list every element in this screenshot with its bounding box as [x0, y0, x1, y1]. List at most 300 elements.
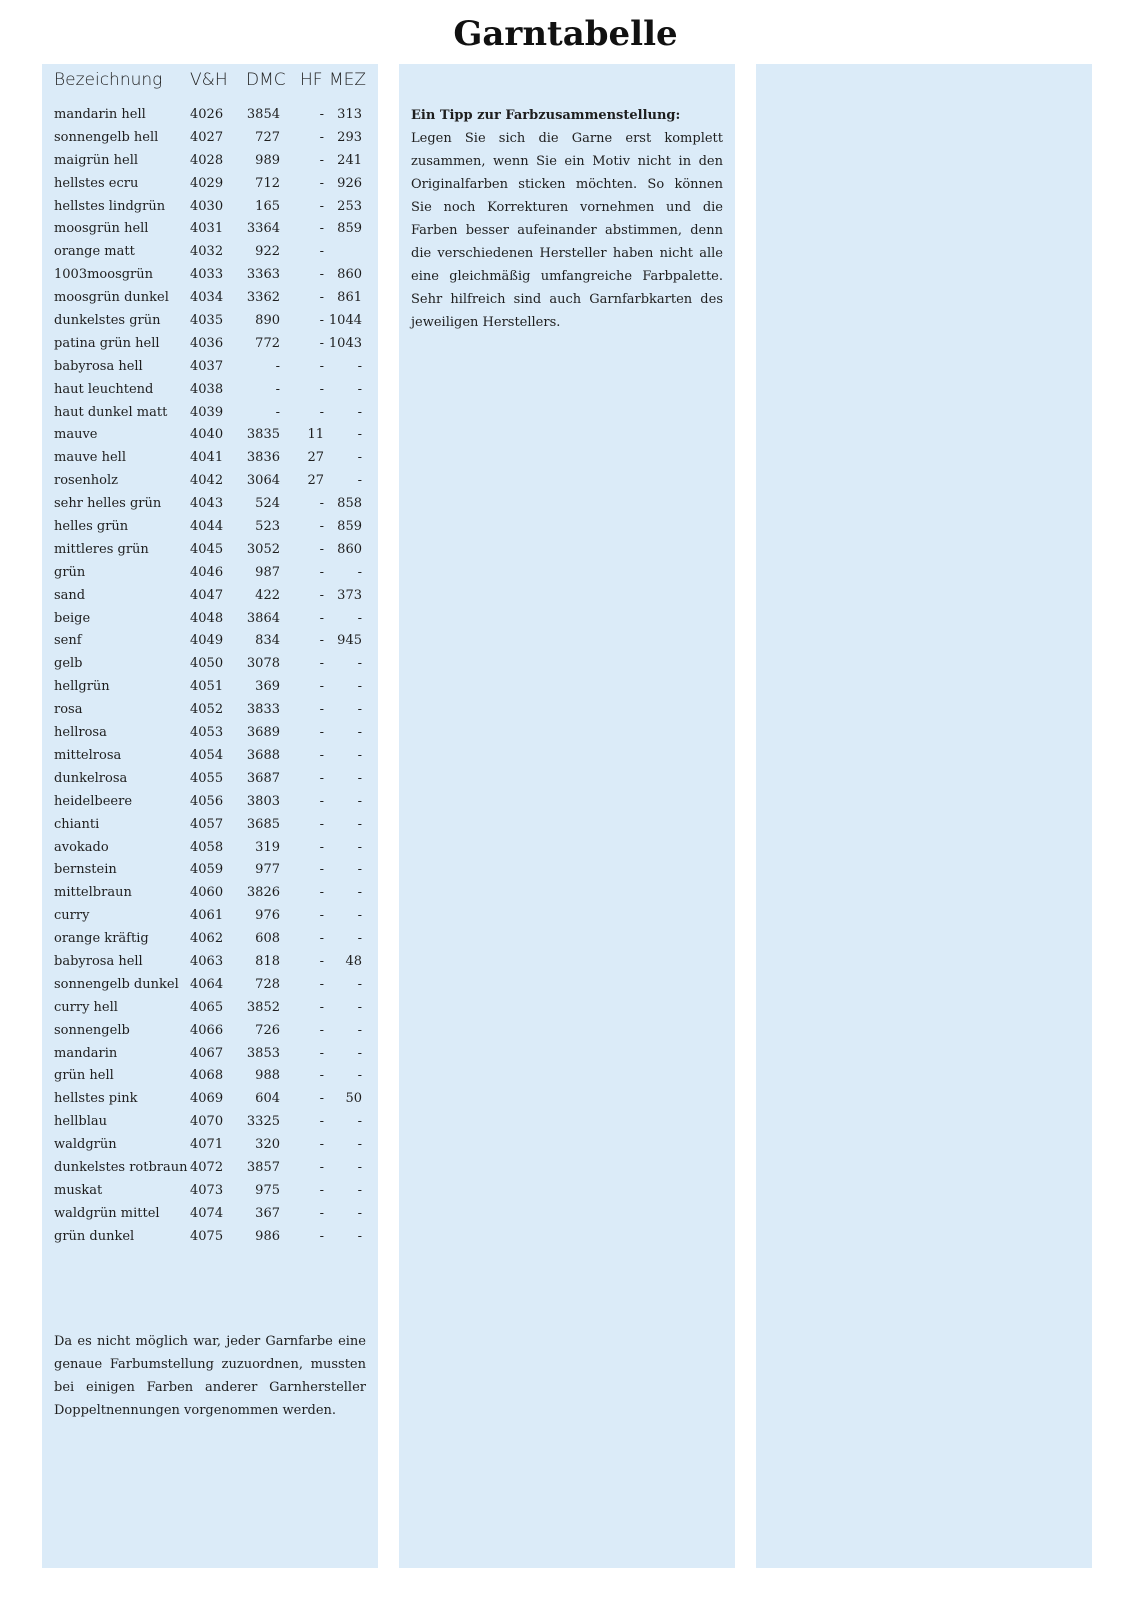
table-row — [54, 402, 366, 425]
cell-hf: - — [319, 793, 324, 809]
cell-vh: 4061 — [190, 908, 224, 924]
cell-hf: - — [319, 221, 324, 237]
cell-name: sonnengelb dunkel — [54, 976, 179, 992]
cell-dmc: 3064 — [246, 473, 280, 489]
cell-vh: 4050 — [190, 656, 224, 672]
cell-hf: - — [319, 267, 324, 283]
cell-mez: - — [357, 725, 362, 741]
cell-mez: 293 — [337, 129, 362, 145]
table-row — [54, 562, 366, 585]
cell-hf: - — [319, 885, 324, 901]
cell-name: hellrosa — [54, 725, 107, 741]
cell-mez: - — [357, 976, 362, 992]
cell-dmc: 834 — [255, 633, 280, 649]
cell-vh: 4041 — [190, 450, 224, 466]
cell-mez: - — [357, 610, 362, 626]
cell-hf: - — [319, 1045, 324, 1061]
cell-dmc: 604 — [255, 1091, 280, 1107]
cell-dmc: 422 — [255, 587, 280, 603]
cell-hf: - — [319, 129, 324, 145]
cell-dmc: 3854 — [246, 107, 280, 122]
tip-box — [411, 104, 723, 334]
cell-mez: - — [357, 747, 362, 763]
cell-name: dunkelrosa — [54, 770, 128, 786]
table-row — [54, 356, 366, 379]
table-row — [54, 1180, 366, 1203]
cell-dmc: 3078 — [246, 656, 280, 672]
table-row — [54, 653, 366, 676]
table-row — [54, 745, 366, 768]
cell-hf: 27 — [307, 450, 324, 466]
cell-name: maigrün hell — [54, 152, 139, 168]
cell-hf: - — [319, 725, 324, 741]
cell-vh: 4029 — [190, 175, 224, 191]
cell-hf: - — [319, 656, 324, 672]
cell-dmc: 772 — [255, 335, 280, 351]
cell-name: waldgrün mittel — [54, 1205, 160, 1221]
table-row — [54, 1134, 366, 1157]
table-row — [54, 104, 366, 127]
cell-dmc: 922 — [255, 244, 280, 260]
cell-hf: - — [319, 1091, 324, 1107]
cell-name: hellstes lindgrün — [54, 198, 166, 214]
cell-dmc: 976 — [255, 908, 280, 924]
cell-hf: - — [319, 931, 324, 947]
header-name: Bezeichnung — [54, 70, 163, 90]
table-row — [54, 1226, 366, 1249]
cell-vh: 4033 — [190, 267, 224, 283]
cell-dmc: 3836 — [246, 450, 280, 466]
cell-dmc: 369 — [255, 679, 280, 695]
cell-hf: - — [319, 702, 324, 718]
cell-vh: 4037 — [190, 358, 224, 374]
cell-mez: - — [357, 381, 362, 397]
cell-hf: - — [319, 313, 324, 329]
cell-name: mauve hell — [54, 450, 127, 466]
table-row — [54, 1088, 366, 1111]
cell-name: curry — [54, 908, 90, 924]
cell-dmc: 3852 — [246, 999, 280, 1015]
cell-hf: - — [319, 976, 324, 992]
cell-name: haut leuchtend — [54, 381, 154, 397]
cell-mez: - — [357, 450, 362, 466]
cell-vh: 4064 — [190, 976, 224, 992]
cell-name: moosgrün hell — [54, 221, 149, 237]
cell-name: rosenholz — [54, 473, 118, 489]
table-row — [54, 264, 366, 287]
cell-name: patina grün hell — [54, 335, 160, 351]
cell-hf: 11 — [307, 427, 324, 443]
cell-mez: - — [357, 885, 362, 901]
cell-vh: 4047 — [190, 587, 224, 603]
cell-hf: - — [319, 770, 324, 786]
table-row — [54, 310, 366, 333]
cell-vh: 4062 — [190, 931, 224, 947]
cell-dmc: 367 — [255, 1205, 280, 1221]
cell-name: mandarin — [54, 1045, 118, 1061]
cell-dmc: 524 — [255, 496, 280, 512]
cell-mez: - — [357, 908, 362, 924]
cell-name: waldgrün — [54, 1137, 117, 1153]
table-row — [54, 333, 366, 356]
cell-mez: 860 — [337, 541, 362, 557]
cell-dmc: 975 — [255, 1182, 280, 1198]
cell-mez: 861 — [337, 290, 362, 306]
table-row — [54, 1065, 366, 1088]
cell-name: 1003moosgrün — [54, 267, 154, 283]
cell-name: dunkelstes rotbraun — [54, 1159, 188, 1175]
cell-mez: - — [357, 1022, 362, 1038]
cell-name: muskat — [54, 1182, 103, 1198]
cell-vh: 4075 — [190, 1228, 224, 1244]
cell-mez: - — [357, 862, 362, 878]
cell-dmc: 3803 — [246, 793, 280, 809]
cell-vh: 4070 — [190, 1114, 224, 1130]
cell-dmc: 988 — [255, 1068, 280, 1084]
cell-mez: - — [357, 656, 362, 672]
cell-hf: - — [319, 610, 324, 626]
cell-mez: - — [357, 1114, 362, 1130]
tip-body: Legen Sie sich die Garne erst komplett zusammen, wenn Sie ein Motiv nicht in den Originalfarben sticken möchten. So können Sie noch Korrekturen vornehmen und die Farben besser aufeinander abstimmen, denn die verschiedenen Hersteller haben nicht alle eine gleichmäßig umfangreiche Farbpalette. Sehr hilfreich sind auch Garnfarbkarten des jeweiligen Herstellers. — [411, 131, 723, 330]
cell-name: mittelbraun — [54, 885, 132, 901]
tip-panel — [399, 64, 735, 1568]
cell-mez: - — [357, 1182, 362, 1198]
table-row — [54, 585, 366, 608]
cell-vh: 4056 — [190, 793, 224, 809]
cell-vh: 4059 — [190, 862, 224, 878]
table-row — [54, 1157, 366, 1180]
cell-hf: - — [319, 541, 324, 557]
cell-vh: 4068 — [190, 1068, 224, 1084]
cell-name: grün — [54, 564, 86, 580]
cell-hf: 27 — [307, 473, 324, 489]
cell-hf: - — [319, 633, 324, 649]
cell-mez: - — [357, 839, 362, 855]
table-row — [54, 859, 366, 882]
cell-mez: 50 — [345, 1091, 362, 1107]
cell-vh: 4049 — [190, 633, 224, 649]
table-row — [54, 630, 366, 653]
cell-mez: - — [357, 816, 362, 832]
cell-name: sand — [54, 587, 86, 603]
table-row — [54, 1111, 366, 1134]
cell-name: helles grün — [54, 519, 129, 535]
cell-name: sonnengelb — [54, 1022, 130, 1038]
cell-name: senf — [54, 633, 82, 649]
cell-mez: 48 — [345, 953, 362, 969]
cell-name: hellgrün — [54, 679, 110, 695]
table-row — [54, 493, 366, 516]
table-row — [54, 882, 366, 905]
footnote: Da es nicht möglich war, jeder Garnfarbe eine genaue Farbumstellung zuzuordnen, mussten bei einigen Farben anderer Garnhersteller Doppeltnennungen vorgenommen werden. — [54, 1334, 366, 1418]
cell-vh: 4052 — [190, 702, 224, 718]
page-title: Garntabelle — [453, 14, 678, 54]
cell-hf: - — [319, 999, 324, 1015]
cell-vh: 4053 — [190, 725, 224, 741]
cell-name: orange kräftig — [54, 931, 149, 947]
cell-mez: - — [357, 564, 362, 580]
table-row — [54, 722, 366, 745]
table-row — [54, 997, 366, 1020]
cell-hf: - — [319, 107, 324, 122]
cell-hf: - — [319, 175, 324, 191]
yarn-table-panel — [42, 64, 378, 1568]
cell-name: bernstein — [54, 862, 117, 878]
cell-hf: - — [319, 839, 324, 855]
cell-dmc: 3857 — [246, 1159, 280, 1175]
cell-vh: 4038 — [190, 381, 224, 397]
cell-vh: 4065 — [190, 999, 224, 1015]
cell-vh: 4054 — [190, 747, 224, 763]
table-row — [54, 196, 366, 219]
cell-mez: 859 — [337, 519, 362, 535]
cell-hf: - — [319, 1182, 324, 1198]
cell-name: sonnengelb hell — [54, 129, 159, 145]
cell-vh: 4028 — [190, 152, 224, 168]
cell-vh: 4071 — [190, 1137, 224, 1153]
cell-mez: 373 — [337, 587, 362, 603]
cell-hf: - — [319, 1205, 324, 1221]
cell-dmc: - — [275, 381, 280, 397]
table-row — [54, 173, 366, 196]
cell-name: mauve — [54, 427, 98, 443]
cell-dmc: 3364 — [246, 221, 280, 237]
cell-vh: 4044 — [190, 519, 224, 535]
cell-dmc: 3689 — [246, 725, 280, 741]
cell-vh: 4032 — [190, 244, 224, 260]
table-row — [54, 608, 366, 631]
cell-name: rosa — [54, 702, 83, 718]
cell-name: mittelrosa — [54, 747, 122, 763]
table-row — [54, 539, 366, 562]
cell-hf: - — [319, 1159, 324, 1175]
header-hf: HF — [300, 70, 323, 90]
cell-dmc: 319 — [255, 839, 280, 855]
cell-name: mittleres grün — [54, 541, 149, 557]
cell-dmc: 3363 — [246, 267, 280, 283]
cell-mez: 253 — [337, 198, 362, 214]
empty-panel — [756, 64, 1092, 1568]
cell-name: mandarin hell — [54, 107, 146, 122]
cell-dmc: 3052 — [246, 541, 280, 557]
cell-name: chianti — [54, 816, 100, 832]
cell-dmc: 989 — [255, 152, 280, 168]
cell-dmc: 712 — [255, 175, 280, 191]
cell-vh: 4031 — [190, 221, 224, 237]
cell-hf: - — [319, 1228, 324, 1244]
cell-dmc: - — [275, 358, 280, 374]
table-row — [54, 287, 366, 310]
cell-mez: - — [357, 793, 362, 809]
cell-mez: 313 — [337, 107, 362, 122]
cell-dmc: 3325 — [246, 1114, 280, 1130]
table-row — [54, 974, 366, 997]
cell-vh: 4043 — [190, 496, 224, 512]
table-row — [54, 1020, 366, 1043]
cell-vh: 4066 — [190, 1022, 224, 1038]
table-row — [54, 516, 366, 539]
cell-dmc: 3833 — [246, 702, 280, 718]
table-row — [54, 150, 366, 173]
table-row — [54, 241, 366, 264]
cell-hf: - — [319, 404, 324, 420]
cell-mez: 1043 — [328, 335, 362, 351]
cell-mez: 859 — [337, 221, 362, 237]
cell-name: gelb — [54, 656, 83, 672]
cell-hf: - — [319, 290, 324, 306]
cell-vh: 4035 — [190, 313, 224, 329]
cell-hf: - — [319, 198, 324, 214]
cell-vh: 4046 — [190, 564, 224, 580]
cell-dmc: 726 — [255, 1022, 280, 1038]
cell-vh: 4055 — [190, 770, 224, 786]
cell-vh: 4027 — [190, 129, 224, 145]
cell-mez: 860 — [337, 267, 362, 283]
cell-hf: - — [319, 908, 324, 924]
cell-name: grün hell — [54, 1068, 114, 1084]
tip-title: Ein Tipp zur Farbzusammenstellung: — [411, 108, 681, 123]
cell-hf: - — [319, 496, 324, 512]
cell-mez: - — [357, 931, 362, 947]
cell-hf: - — [319, 1137, 324, 1153]
cell-mez: - — [357, 404, 362, 420]
table-row — [54, 814, 366, 837]
table-row — [54, 676, 366, 699]
table-body — [54, 104, 366, 1249]
cell-vh: 4073 — [190, 1182, 224, 1198]
cell-dmc: 3835 — [246, 427, 280, 443]
table-row — [54, 791, 366, 814]
cell-name: grün dunkel — [54, 1228, 135, 1244]
cell-vh: 4045 — [190, 541, 224, 557]
cell-dmc: 3826 — [246, 885, 280, 901]
table-header — [54, 70, 366, 98]
cell-mez: - — [357, 702, 362, 718]
cell-hf: - — [319, 747, 324, 763]
cell-hf: - — [319, 244, 324, 260]
cell-dmc: 3362 — [246, 290, 280, 306]
table-row — [54, 127, 366, 150]
cell-vh: 4074 — [190, 1205, 224, 1221]
cell-dmc: 165 — [255, 198, 280, 214]
cell-dmc: 3853 — [246, 1045, 280, 1061]
table-row — [54, 424, 366, 447]
cell-name: orange matt — [54, 244, 135, 260]
cell-name: dunkelstes grün — [54, 313, 161, 329]
cell-mez: - — [357, 1159, 362, 1175]
cell-hf: - — [319, 1022, 324, 1038]
cell-vh: 4036 — [190, 335, 224, 351]
cell-dmc: 977 — [255, 862, 280, 878]
cell-hf: - — [319, 1068, 324, 1084]
table-row — [54, 470, 366, 493]
table-row — [54, 1043, 366, 1066]
cell-vh: 4030 — [190, 198, 224, 214]
cell-mez: - — [357, 999, 362, 1015]
cell-dmc: 3864 — [246, 610, 280, 626]
cell-name: hellstes ecru — [54, 175, 139, 191]
header-vh: V&H — [190, 70, 228, 90]
cell-mez: - — [357, 427, 362, 443]
cell-name: heidelbeere — [54, 793, 133, 809]
table-row — [54, 447, 366, 470]
cell-dmc: 320 — [255, 1137, 280, 1153]
cell-name: sehr helles grün — [54, 496, 162, 512]
cell-dmc: 608 — [255, 931, 280, 947]
table-row — [54, 928, 366, 951]
table-row — [54, 905, 366, 928]
table-row — [54, 837, 366, 860]
header-mez: MEZ — [329, 70, 367, 90]
cell-mez: - — [357, 1228, 362, 1244]
cell-vh: 4051 — [190, 679, 224, 695]
cell-hf: - — [319, 335, 324, 351]
cell-hf: - — [319, 358, 324, 374]
cell-mez: - — [357, 1068, 362, 1084]
cell-hf: - — [319, 564, 324, 580]
cell-hf: - — [319, 519, 324, 535]
cell-mez: - — [357, 1137, 362, 1153]
cell-vh: 4042 — [190, 473, 224, 489]
cell-mez: - — [357, 473, 362, 489]
cell-vh: 4067 — [190, 1045, 224, 1061]
cell-vh: 4040 — [190, 427, 224, 443]
cell-hf: - — [319, 862, 324, 878]
cell-name: babyrosa hell — [54, 358, 143, 374]
cell-dmc: 523 — [255, 519, 280, 535]
cell-name: hellstes pink — [54, 1091, 138, 1107]
cell-hf: - — [319, 953, 324, 969]
cell-mez: - — [357, 1045, 362, 1061]
cell-hf: - — [319, 679, 324, 695]
cell-name: avokado — [54, 839, 109, 855]
cell-hf: - — [319, 816, 324, 832]
cell-dmc: - — [275, 404, 280, 420]
cell-hf: - — [319, 381, 324, 397]
table-row — [54, 951, 366, 974]
cell-mez: - — [357, 1205, 362, 1221]
cell-vh: 4048 — [190, 610, 224, 626]
cell-mez: - — [357, 679, 362, 695]
cell-mez: - — [357, 358, 362, 374]
table-row — [54, 768, 366, 791]
cell-hf: - — [319, 587, 324, 603]
cell-dmc: 3685 — [246, 816, 280, 832]
cell-dmc: 3688 — [246, 747, 280, 763]
cell-hf: - — [319, 152, 324, 168]
cell-vh: 4069 — [190, 1091, 224, 1107]
cell-name: babyrosa hell — [54, 953, 143, 969]
table-row — [54, 699, 366, 722]
table-row — [54, 1203, 366, 1226]
cell-dmc: 3687 — [246, 770, 280, 786]
cell-dmc: 727 — [255, 129, 280, 145]
cell-vh: 4063 — [190, 953, 224, 969]
cell-vh: 4026 — [190, 107, 224, 122]
cell-dmc: 728 — [255, 976, 280, 992]
cell-vh: 4060 — [190, 885, 224, 901]
cell-vh: 4057 — [190, 816, 224, 832]
cell-vh: 4058 — [190, 839, 224, 855]
cell-dmc: 986 — [255, 1228, 280, 1244]
cell-dmc: 987 — [255, 564, 280, 580]
cell-mez: 858 — [337, 496, 362, 512]
cell-name: moosgrün dunkel — [54, 290, 169, 306]
cell-vh: 4034 — [190, 290, 224, 306]
cell-mez: 945 — [337, 633, 362, 649]
cell-name: hellblau — [54, 1114, 107, 1130]
cell-vh: 4072 — [190, 1159, 224, 1175]
